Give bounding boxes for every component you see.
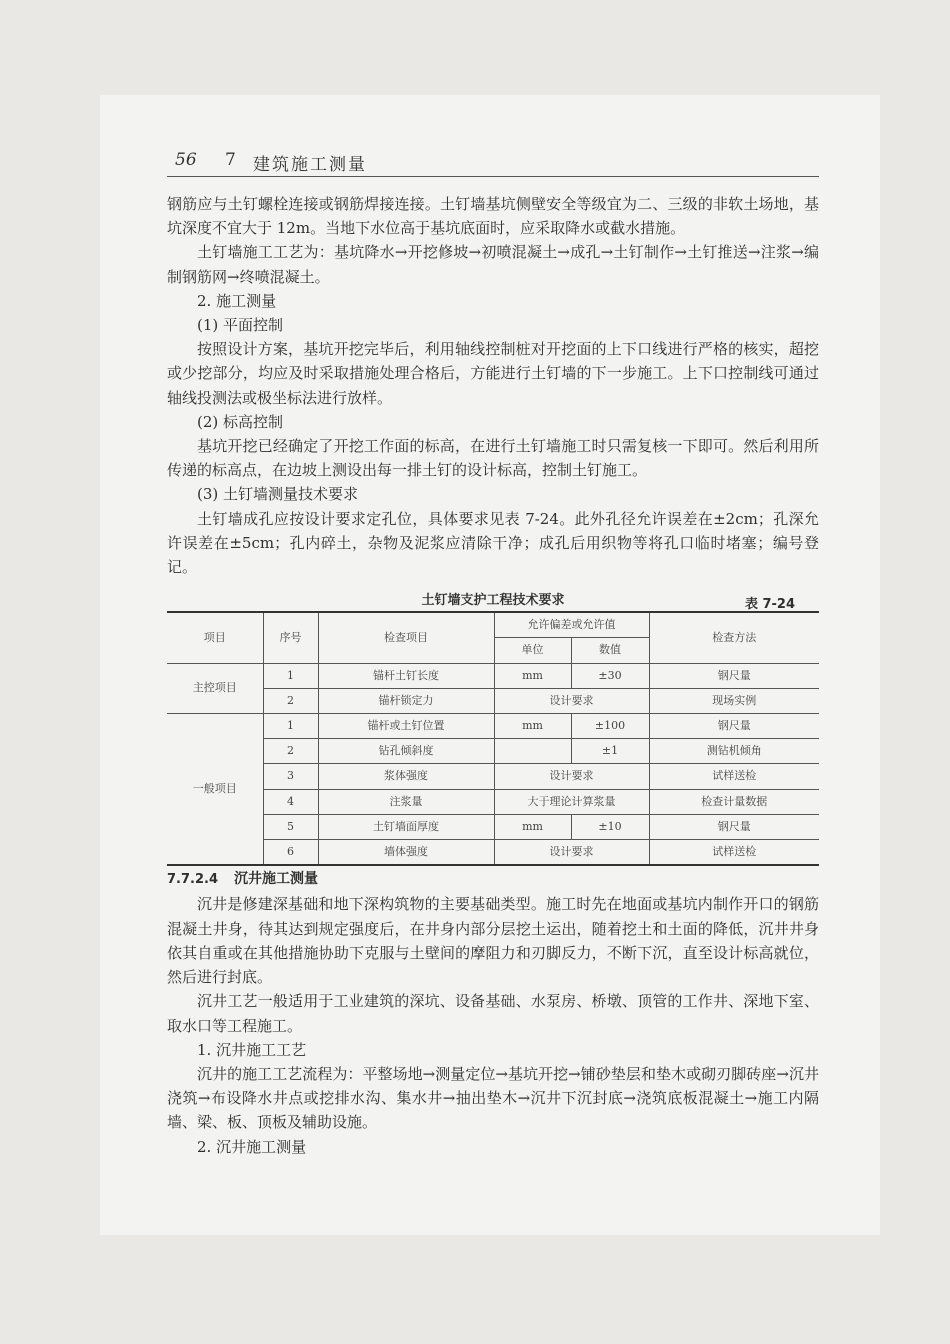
paragraph: 沉井是修建深基础和地下深构筑物的主要基础类型。施工时先在地面或基坑内制作开口的钢筋混凝土井身，待其达到规定强度后，在井身内部分层挖土运出，随着挖土和土面的降低，沉井井身依其自重或在其他措施协助下克服与土壁间的摩阻力和刃脚反力，不断下沉，直至设计标高就位，然后进行封底。 [167,895,819,987]
paragraph: 沉井工艺一般适用于工业建筑的深坑、设备基础、水泵房、桥墩、顶管的工作井、深地下室、取水口等工程施工。 [167,992,819,1035]
cell-method: 钢尺量 [649,714,819,739]
cell-method: 试样送检 [649,840,819,866]
cell-method: 钢尺量 [649,663,819,688]
subheading-elevation: (2) 标高控制 [197,412,284,431]
header-value: 数值 [571,638,649,663]
group-general: 一般项目 [167,714,263,866]
group-main: 主控项目 [167,663,263,713]
page-content [167,192,819,1159]
cell-method: 测钻机倾角 [649,739,819,764]
table-row [167,739,819,764]
cell-item: 浆体强度 [318,764,494,789]
header-seq: 序号 [263,612,318,663]
cell-seq: 4 [263,789,318,814]
cell-merged: 大于理论计算浆量 [494,789,649,814]
cell-seq: 2 [263,688,318,713]
cell-unit [494,739,571,764]
page-number: 56 [175,150,197,170]
cell-value: ±100 [571,714,649,739]
paragraph: 土钉墙施工工艺为：基坑降水→开挖修坡→初喷混凝土→成孔→土钉制作→土钉推送→注浆→编制钢筋网→终喷混凝土。 [167,243,819,286]
cell-unit: mm [494,814,571,839]
paragraph-requirements: 土钉墙成孔应按设计要求定孔位，具体要求见表 7-24。此外孔径允许误差在±2cm；孔深允许误差在±5cm；孔内碎土，杂物及泥浆应清除干净；成孔后用织物等将孔口临时堵塞；编号登记。 [167,509,819,577]
subheading-requirements: (3) 土钉墙测量技术要求 [197,485,359,504]
chapter-number: 7 [225,150,236,170]
cell-method: 现场实例 [649,688,819,713]
cell-item: 锚杆土钉长度 [318,663,494,688]
table-number: 表 7-24 [744,597,795,613]
cell-item: 钻孔倾斜度 [318,739,494,764]
table-row [167,789,819,814]
table-row [167,764,819,789]
paragraph-plane: 按照设计方案，基坑开挖完毕后，利用轴线控制桩对开挖面的上下口线进行严格的核实，超挖或少挖部分，均应及时采取措施处理合格后，方能进行土钉墙的下一步施工。上下口控制线可通过轴线投测法或极坐标法进行放样。 [167,340,819,407]
subheading-plane: (1) 平面控制 [197,316,284,335]
cell-value: ±1 [571,739,649,764]
header-item: 项目 [167,612,263,663]
cell-method: 钢尺量 [649,814,819,839]
cell-seq: 1 [263,714,318,739]
cell-seq: 3 [263,764,318,789]
heading-measure: 2. 施工测量 [197,291,277,310]
cell-method: 试样送检 [649,764,819,789]
table-row [167,814,819,839]
cell-method: 检查计量数据 [649,789,819,814]
cell-value: ±30 [571,663,649,688]
table-header-row [167,612,819,638]
cell-unit: mm [494,714,571,739]
chapter-title: 建筑施工测量 [253,155,367,175]
cell-item: 注浆量 [318,789,494,814]
cell-item: 土钉墙面厚度 [318,814,494,839]
table-caption [167,583,819,611]
cell-unit: mm [494,663,571,688]
cell-seq: 6 [263,840,318,866]
cell-merged: 设计要求 [494,688,649,713]
section-number: 7.7.2.4 [167,872,218,888]
section-heading [167,866,819,892]
table-title: 土钉墙支护工程技术要求 [421,593,565,609]
section-title: 沉井施工测量 [234,871,318,888]
cell-merged: 设计要求 [494,764,649,789]
table-row [167,688,819,713]
cell-merged: 设计要求 [494,840,649,866]
table-row [167,663,819,688]
header-tolerance: 允许偏差或允许值 [494,612,649,638]
heading-measure-2: 2. 沉井施工测量 [197,1137,307,1156]
cell-item: 墙体强度 [318,840,494,866]
header-method: 检查方法 [649,612,819,663]
paragraph: 钢筋应与土钉螺栓连接或钢筋焊接连接。土钉墙基坑侧壁安全等级宜为二、三级的非软土场地，基坑深度不宜大于 12m。当地下水位高于基坑底面时，应采取降水或截水措施。 [167,195,819,238]
cell-item: 锚杆或土钉位置 [318,714,494,739]
table-row [167,840,819,866]
cell-seq: 5 [263,814,318,839]
cell-seq: 2 [263,739,318,764]
running-header [167,148,819,177]
table-row [167,714,819,739]
header-check-item: 检查项目 [318,612,494,663]
paragraph-elevation: 基坑开挖已经确定了开挖工作面的标高，在进行土钉墙施工时只需复核一下即可。然后利用所传递的标高点，在边坡上测设出每一排土钉的设计标高，控制土钉施工。 [167,437,819,480]
cell-value: ±10 [571,814,649,839]
header-unit: 单位 [494,638,571,663]
paragraph-process: 沉井的施工工艺流程为：平整场地→测量定位→基坑开挖→铺砂垫层和垫木或砌刃脚砖座→沉井浇筑→布设降水井点或挖排水沟、集水井→抽出垫木→沉井下沉封底→浇筑底板混凝土→施工内隔墙、梁、板、顶板及辅助设施。 [167,1064,819,1132]
cell-seq: 1 [263,663,318,688]
cell-item: 锚杆锁定力 [318,688,494,713]
requirements-table [167,611,819,866]
heading-process: 1. 沉井施工工艺 [197,1040,307,1059]
